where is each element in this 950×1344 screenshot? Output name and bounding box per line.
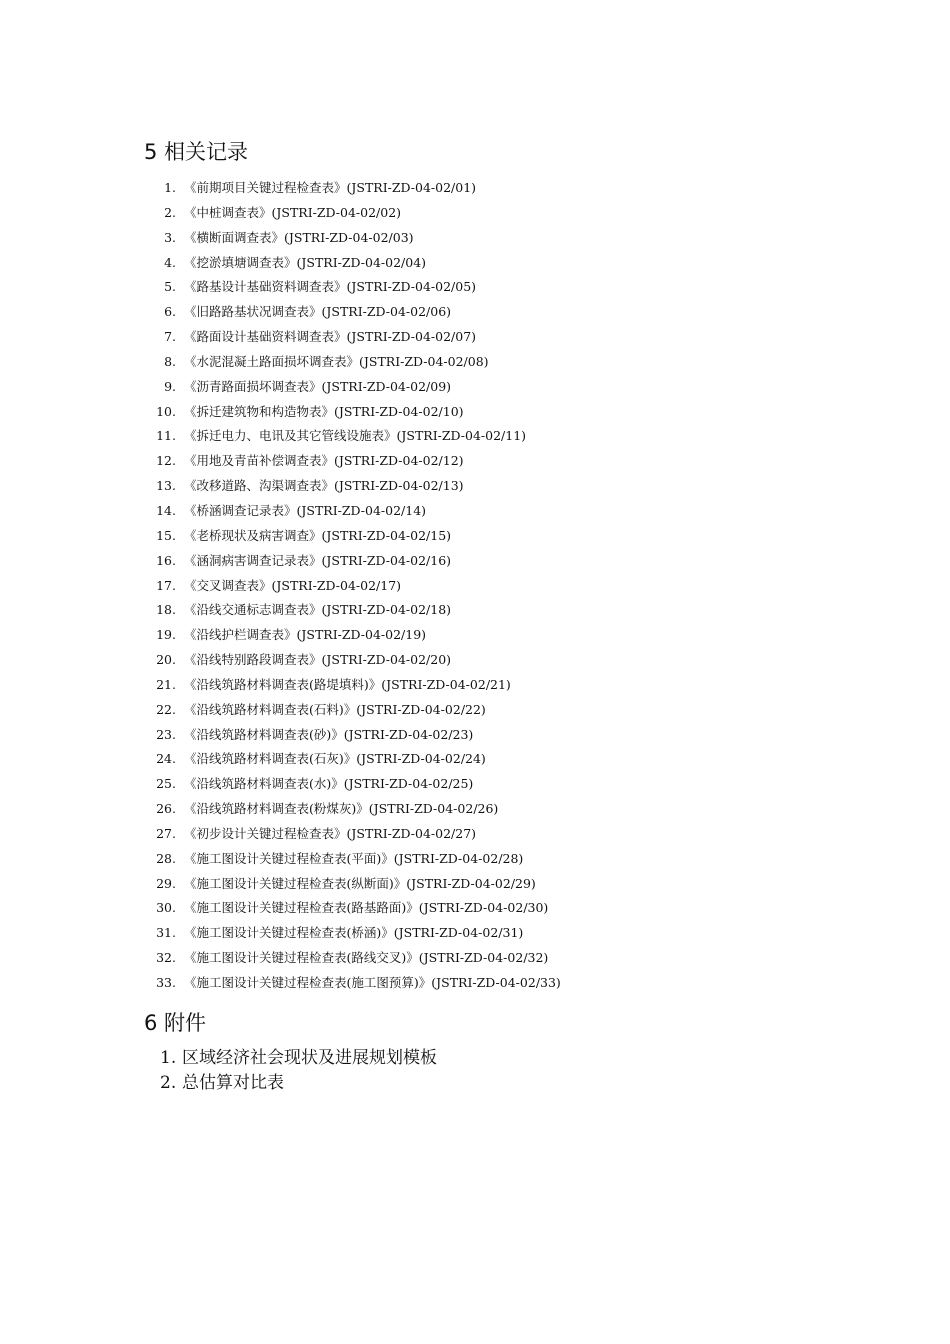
record-item-number: 23. [156, 726, 176, 742]
record-item-text: 《施工图设计关键过程检查表(平面)》(JSTRI-ZD-04-02/28) [184, 850, 524, 866]
record-item-text: 《横断面调查表》(JSTRI-ZD-04-02/03) [184, 229, 414, 245]
record-item-text: 《用地及青苗补偿调查表》(JSTRI-ZD-04-02/12) [184, 453, 464, 469]
record-item-text: 《沿线特别路段调查表》(JSTRI-ZD-04-02/20) [184, 652, 452, 668]
record-item-number: 10. [156, 403, 176, 419]
record-item-text: 《路基设计基础资料调查表》(JSTRI-ZD-04-02/05) [184, 279, 477, 295]
record-item-number: 6. [164, 304, 176, 320]
record-item-text: 《沿线筑路材料调查表(路堤填料)》(JSTRI-ZD-04-02/21) [184, 676, 511, 692]
record-item-number: 3. [164, 229, 176, 245]
attachment-item-text: 总估算对比表 [182, 1073, 284, 1093]
record-item-text: 《水泥混凝土路面损坏调查表》(JSTRI-ZD-04-02/08) [184, 353, 489, 369]
record-item-text: 《改移道路、沟渠调查表》(JSTRI-ZD-04-02/13) [184, 478, 464, 494]
record-item-number: 7. [164, 329, 176, 345]
record-item-number: 22. [156, 701, 176, 717]
record-item-number: 9. [164, 378, 176, 394]
record-item-text: 《沿线筑路材料调查表(水)》(JSTRI-ZD-04-02/25) [184, 776, 474, 792]
record-item-number: 20. [156, 652, 176, 668]
record-item-text: 《施工图设计关键过程检查表(施工图预算)》(JSTRI-ZD-04-02/33) [184, 975, 561, 990]
section-heading-attachments: 6 附件 [144, 1011, 207, 1035]
record-item-number: 32. [156, 950, 176, 966]
record-item-number: 26. [156, 801, 176, 817]
record-item-number: 25. [156, 776, 176, 792]
record-item-text: 《拆迁建筑物和构造物表》(JSTRI-ZD-04-02/10) [184, 403, 464, 419]
record-item-number: 14. [156, 502, 176, 518]
record-item-number: 29. [156, 875, 176, 891]
record-item-text: 《路面设计基础资料调查表》(JSTRI-ZD-04-02/07) [184, 329, 477, 345]
record-item-number: 12. [156, 453, 176, 469]
record-item-number: 2. [164, 204, 176, 220]
record-item-number: 4. [164, 254, 176, 270]
record-item-number: 24. [156, 751, 176, 767]
record-item-number: 19. [156, 627, 176, 643]
record-item-text: 《拆迁电力、电讯及其它管线设施表》(JSTRI-ZD-04-02/11) [184, 428, 527, 444]
record-item-number: 13. [156, 478, 176, 494]
record-item-text: 《沥青路面损坏调查表》(JSTRI-ZD-04-02/09) [184, 378, 452, 394]
record-item-number: 17. [156, 577, 176, 593]
record-item-text: 《施工图设计关键过程检查表(纵断面)》(JSTRI-ZD-04-02/29) [184, 875, 536, 891]
record-item-number: 28. [156, 850, 176, 866]
record-item-text: 《挖淤填塘调查表》(JSTRI-ZD-04-02/04) [184, 254, 427, 270]
record-item-text: 《沿线护栏调查表》(JSTRI-ZD-04-02/19) [184, 627, 427, 643]
attachment-item-number: 1. [160, 1048, 177, 1068]
record-item-text: 《交叉调查表》(JSTRI-ZD-04-02/17) [184, 577, 402, 593]
record-item-number: 15. [156, 527, 176, 543]
record-item-number: 33. [156, 975, 176, 990]
record-item-number: 1. [164, 180, 176, 195]
record-item-text: 《沿线筑路材料调查表(石料)》(JSTRI-ZD-04-02/22) [184, 701, 486, 717]
record-item-text: 《前期项目关键过程检查表》(JSTRI-ZD-04-02/01) [184, 180, 477, 195]
record-item-text: 《施工图设计关键过程检查表(路线交叉)》(JSTRI-ZD-04-02/32) [184, 950, 549, 966]
record-item-text: 《沿线筑路材料调查表(砂)》(JSTRI-ZD-04-02/23) [184, 726, 474, 742]
record-item-text: 《中桩调查表》(JSTRI-ZD-04-02/02) [184, 204, 402, 220]
record-item-text: 《施工图设计关键过程检查表(桥涵)》(JSTRI-ZD-04-02/31) [184, 925, 524, 941]
attachment-item-text: 区域经济社会现状及进展规划模板 [182, 1048, 437, 1068]
record-item-number: 11. [156, 428, 176, 444]
record-item-text: 《沿线筑路材料调查表(石灰)》(JSTRI-ZD-04-02/24) [184, 751, 486, 767]
record-item-number: 8. [164, 353, 176, 369]
record-item-number: 31. [156, 925, 176, 941]
record-item-text: 《老桥现状及病害调查》(JSTRI-ZD-04-02/15) [184, 527, 452, 543]
record-item-text: 《初步设计关键过程检查表》(JSTRI-ZD-04-02/27) [184, 825, 477, 841]
record-item-text: 《沿线筑路材料调查表(粉煤灰)》(JSTRI-ZD-04-02/26) [184, 801, 499, 817]
record-item-text: 《涵洞病害调查记录表》(JSTRI-ZD-04-02/16) [184, 552, 452, 568]
section-heading-related-records: 5 相关记录 [144, 140, 249, 164]
record-item-text: 《施工图设计关键过程检查表(路基路面)》(JSTRI-ZD-04-02/30) [184, 900, 549, 916]
record-item-number: 18. [156, 602, 176, 618]
record-item-number: 27. [156, 825, 176, 841]
attachment-item-number: 2. [160, 1073, 177, 1093]
record-item-number: 16. [156, 552, 176, 568]
record-item-text: 《沿线交通标志调查表》(JSTRI-ZD-04-02/18) [184, 602, 452, 618]
record-item-text: 《桥涵调查记录表》(JSTRI-ZD-04-02/14) [184, 502, 427, 518]
record-item-number: 5. [164, 279, 176, 295]
record-item-number: 30. [156, 900, 176, 916]
record-item-number: 21. [156, 676, 176, 692]
record-item-text: 《旧路路基状况调查表》(JSTRI-ZD-04-02/06) [184, 304, 452, 320]
